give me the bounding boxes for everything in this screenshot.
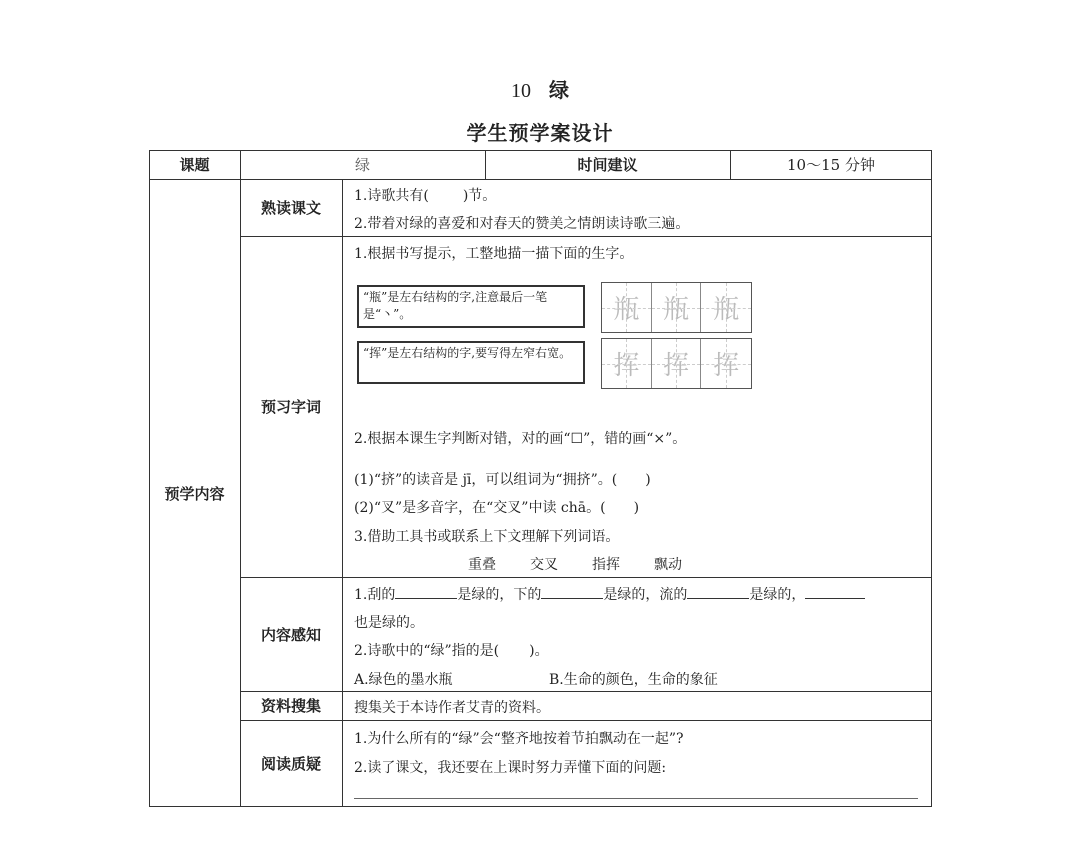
answer-blank[interactable] bbox=[541, 598, 603, 599]
word-list bbox=[468, 554, 716, 574]
research-text: 搜集关于本诗作者艾青的资料。 bbox=[354, 700, 550, 716]
content-q1: 1.刮的 是绿的，下的 是绿的，流的 是绿的， bbox=[354, 584, 865, 604]
writing-hint-2: “挥”是左右结构的字,要写得左窄右宽。 bbox=[357, 341, 585, 384]
lesson-heading bbox=[0, 74, 1080, 103]
word: 重叠 bbox=[468, 557, 496, 573]
page-subtitle: 学生预学案设计 bbox=[466, 121, 614, 145]
reading-label: 熟读课文 bbox=[260, 199, 321, 217]
lesson-title: 绿 bbox=[549, 78, 569, 102]
section-label: 预学内容 bbox=[164, 484, 225, 503]
tracing-cell[interactable]: 挥 bbox=[602, 339, 652, 388]
time-value: 10～15 分钟 bbox=[787, 156, 875, 174]
word: 指挥 bbox=[592, 557, 620, 573]
reading-q2: 2.带着对绿的喜爱和对春天的赞美之情朗读诗歌三遍。 bbox=[354, 216, 690, 232]
questions-q1: 1.为什么所有的“绿”会“整齐地按着节拍飘动在一起”? bbox=[354, 731, 684, 747]
time-label: 时间建议 bbox=[577, 156, 638, 174]
answer-blank[interactable] bbox=[805, 598, 865, 599]
topic-label: 课题 bbox=[179, 156, 210, 174]
content-label: 内容感知 bbox=[260, 625, 321, 644]
word: 飘动 bbox=[654, 557, 682, 573]
tracing-cell[interactable]: 瓶 bbox=[701, 283, 751, 332]
answer-blank[interactable] bbox=[395, 598, 457, 599]
questions-q2: 2.读了课文，我还要在上课时努力弄懂下面的问题: bbox=[354, 760, 667, 776]
option-a[interactable]: A.绿色的墨水瓶 bbox=[354, 672, 453, 688]
reading-q1: 1.诗歌共有( )节。 bbox=[354, 188, 497, 204]
tracing-cell[interactable]: 瓶 bbox=[602, 283, 652, 332]
tracing-cell[interactable]: 挥 bbox=[652, 339, 702, 388]
chars-q1: 1.根据书写提示，工整地描一描下面的生字。 bbox=[354, 246, 634, 262]
chars-label: 预习字词 bbox=[260, 398, 321, 416]
tracing-grid-2[interactable] bbox=[601, 338, 752, 389]
chars-q2a: (1)“挤”的读音是 jī，可以组词为“拥挤”。( ) bbox=[354, 472, 651, 488]
topic-value: 绿 bbox=[354, 156, 370, 174]
tracing-cell[interactable]: 瓶 bbox=[652, 283, 702, 332]
tracing-cell[interactable]: 挥 bbox=[701, 339, 751, 388]
option-b[interactable]: B.生命的颜色，生命的象征 bbox=[549, 672, 718, 688]
tracing-grid-1[interactable] bbox=[601, 282, 752, 333]
word: 交叉 bbox=[530, 557, 558, 573]
chars-q2b: (2)“叉”是多音字，在“交叉”中读 chā。( ) bbox=[354, 500, 640, 516]
answer-blank[interactable] bbox=[687, 598, 749, 599]
lesson-number: 10 bbox=[511, 80, 531, 102]
content-q1-end: 也是绿的。 bbox=[354, 615, 424, 631]
answer-line[interactable] bbox=[354, 798, 918, 799]
writing-hint-1: “瓶”是左右结构的字,注意最后一笔是“丶”。 bbox=[357, 285, 585, 328]
questions-label: 阅读质疑 bbox=[260, 755, 321, 773]
chars-q2: 2.根据本课生字判断对错，对的画“☐”，错的画“×”。 bbox=[354, 431, 687, 447]
chars-q3: 3.借助工具书或联系上下文理解下列词语。 bbox=[354, 529, 620, 545]
research-label: 资料搜集 bbox=[260, 697, 321, 715]
content-q2: 2.诗歌中的“绿”指的是( )。 bbox=[354, 643, 549, 659]
